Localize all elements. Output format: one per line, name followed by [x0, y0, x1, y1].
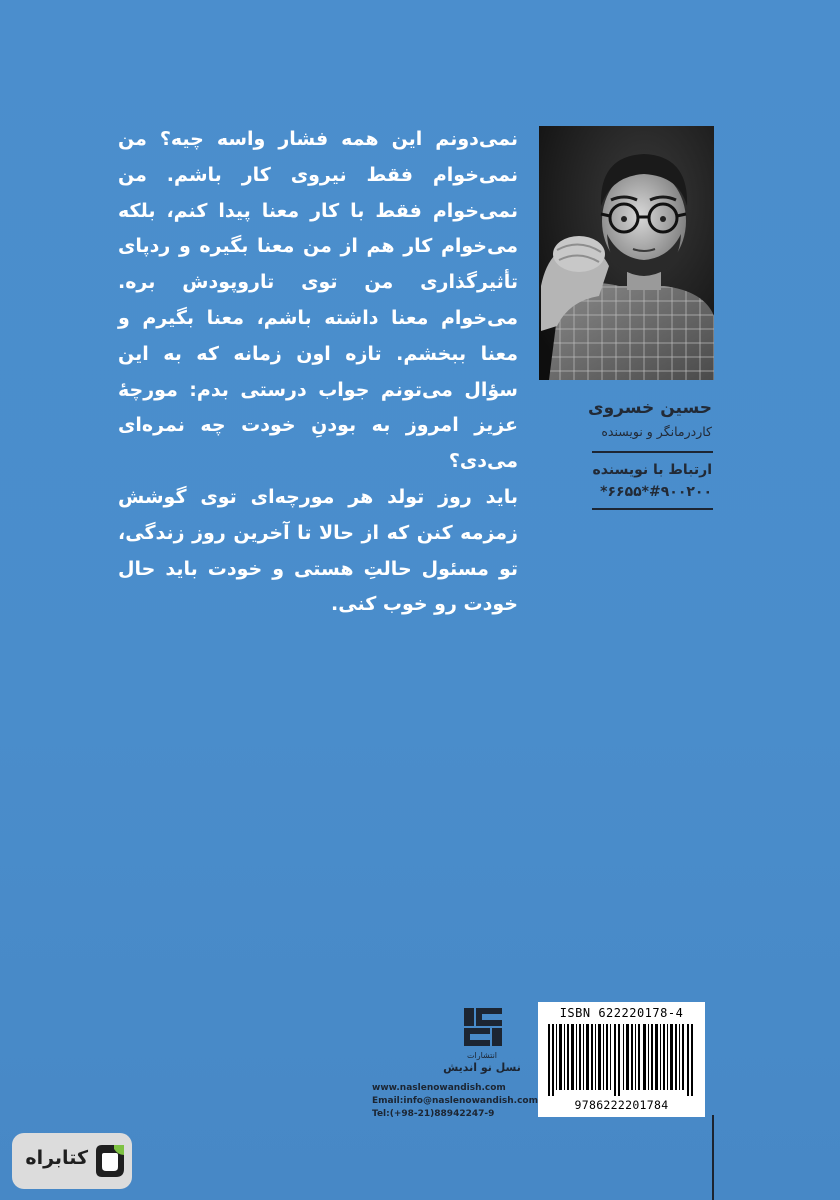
divider-bottom: [592, 508, 713, 510]
spine-edge-line: [712, 1115, 714, 1200]
author-role: کاردرمانگر و نویسنده: [601, 424, 712, 439]
author-name: حسین خسروی: [588, 398, 712, 418]
blurb-text: [118, 122, 518, 623]
publisher-logo-icon: [462, 1004, 504, 1048]
publisher-website: www.naslenowandish.com: [372, 1083, 506, 1093]
divider-top: [592, 451, 713, 453]
author-contact-code: #۹۰۰۲۰۰*۶۶۵۵*: [600, 484, 712, 500]
author-photo: [539, 126, 714, 380]
isbn-barcode: [538, 1002, 705, 1117]
watermark-text: کتابراه: [25, 1147, 88, 1169]
isbn-number: ISBN 622220178-4: [559, 1006, 684, 1020]
publisher-name: نسل نو اندیش: [443, 1061, 521, 1074]
author-contact-label: ارتباط با نویسنده: [592, 462, 712, 478]
publisher-email: Email:info@naslenowandish.com: [372, 1096, 538, 1106]
blurb-paragraph-2: باید روز تولد هر مورچه‌ای توی گوشش زمزمه کنن که از حالا تا آخرین روز زندگی، تو مسئول حالتِ هستی و خودت باید حال خودت رو خوب کنی.: [118, 485, 518, 616]
barcode-bars: [548, 1024, 695, 1096]
publisher-label: انتشارات: [466, 1051, 498, 1060]
watermark-logo-icon: [92, 1143, 126, 1179]
ean-number: 9786222201784: [574, 1098, 669, 1112]
author-portrait-image: [539, 126, 714, 380]
watermark-badge: [12, 1133, 132, 1189]
blurb-paragraph-1: نمی‌دونم این همه فشار واسه چیه؟ من نمی‌خوام فقط نیروی کار باشم. من نمی‌خوام فقط با کار معنا پیدا کنم، بلکه می‌خوام کار هم از من معنا بگیره و ردپای تأثیرگذاری من توی تاروپودش بره. می‌خوام معنا داشته باشم، معنا بگیرم و معنا ببخشم. تازه اون زمانه که به این سؤال می‌تونم جواب درستی بدم: مورچهٔ عزیز امروز به بودنِ خودت چه نمره‌ای می‌دی؟: [118, 128, 518, 473]
publisher-phone: Tel:(+98-21)88942247-9: [372, 1109, 495, 1119]
